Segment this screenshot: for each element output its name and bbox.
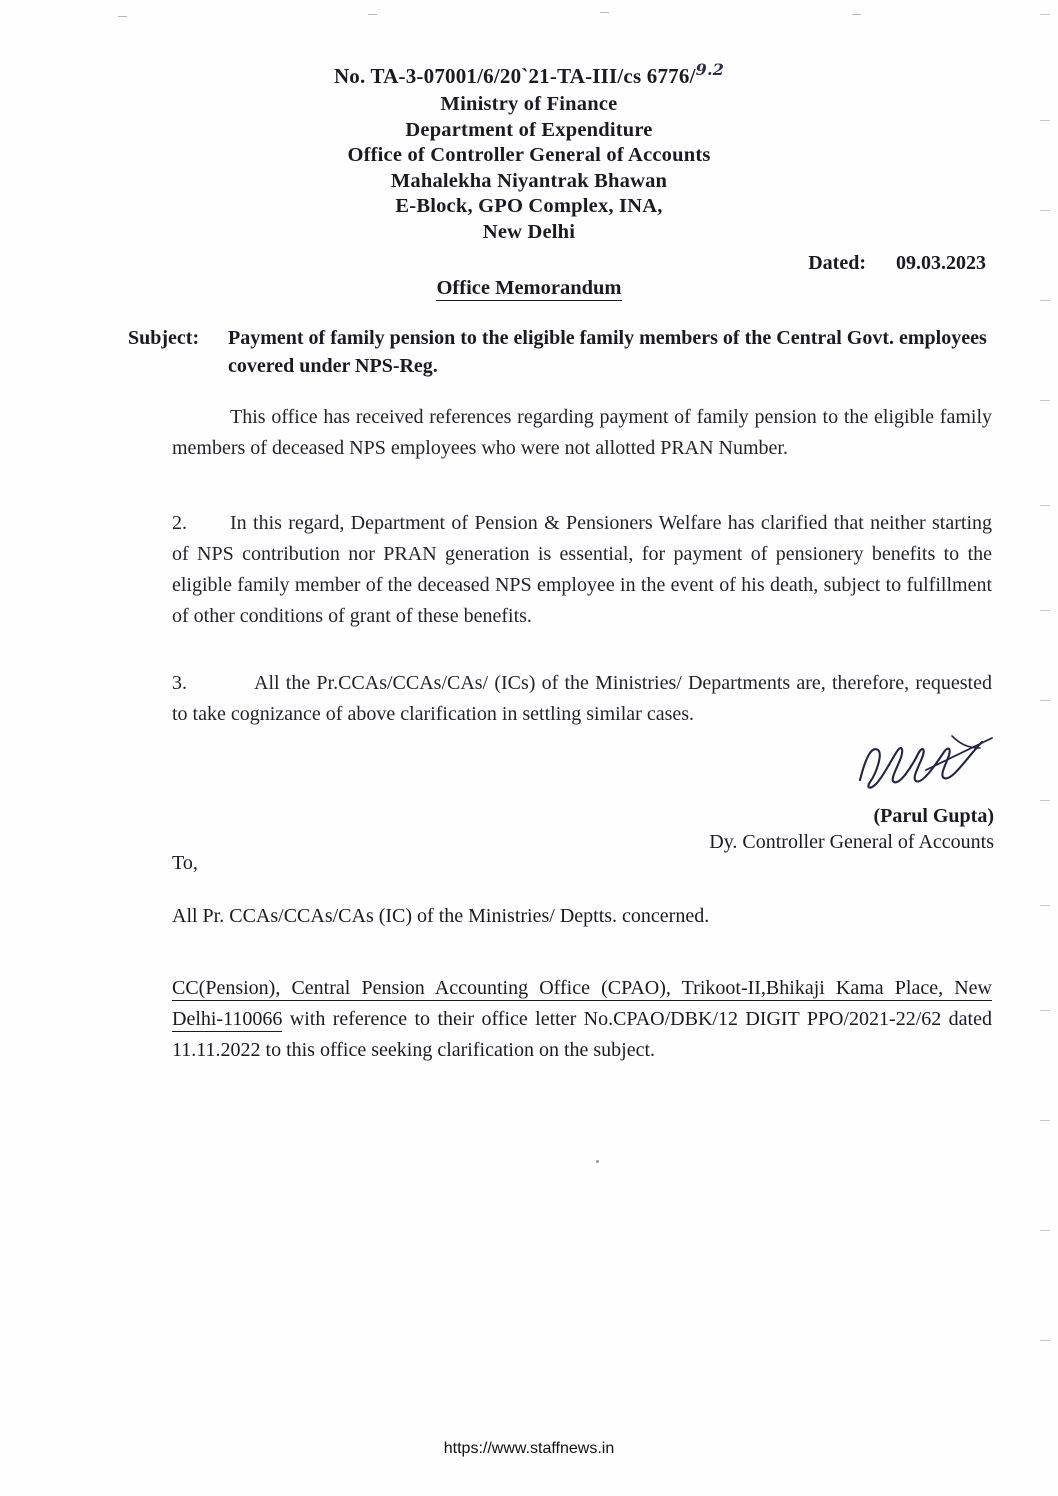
letterhead-line-6: New Delhi [482,220,576,243]
scan-artifact-dot [596,1160,599,1163]
dated-line [808,252,986,275]
paragraph-2-number: 2. [172,512,187,534]
reference-number-handwritten: 9.2 [695,60,725,79]
paragraph-2-text: In this regard, Department of Pension & Pensioners Welfare has clarified that neither starting of NPS contribution nor PRAN generation is essential, for payment of pensionery benefits to the eligible family member of the deceased NPS employee in the event of his death, subject to fulfillment of other conditions of grant of these benefits. [172,512,992,627]
reference-number-text: No. TA-3-07001/6/20`21-TA-III/cs 6776/ [333,64,696,88]
paragraph-3-text: All the Pr.CCAs/CCAs/CAs/ (ICs) of the Ministries/ Departments are, therefore, requested to take cognizance of above clarification in settling similar cases. [172,672,992,725]
letterhead-line-5: E-Block, GPO Complex, INA, [395,195,663,217]
signature-icon [856,730,996,798]
letterhead-line-1: Ministry of Finance [440,93,618,115]
letterhead-line-2: Department of Expenditure [405,118,653,141]
paragraph-1-text: This office has received references regarding payment of family pension to the eligible family members of deceased NPS employees who were not allotted PRAN Number. [172,406,992,459]
letterhead-line-3: Office of Controller General of Accounts [347,144,711,166]
paragraph-1 [172,402,992,464]
paragraph-3-number: 3. [172,672,187,694]
paragraph-2 [172,508,992,632]
subject-line [128,324,996,380]
reference-number [0,60,1058,89]
to-address: All Pr. CCAs/CCAs/CAs (IC) of the Ministries/ Deptts. concerned. [172,905,710,927]
page-title [0,277,1058,300]
letterhead [0,92,1058,245]
dated-label: Dated: [808,252,866,274]
signatory-name: (Parul Gupta) [873,805,994,827]
footer-url[interactable]: https://www.staffnews.in [443,1440,615,1457]
letterhead-line-4: Mahalekha Niyantrak Bhawan [390,169,668,192]
page-title-text: Office Memorandum [436,277,622,299]
subject-text: Payment of family pension to the eligible family members of the Central Govt. employees covered under NPS-Reg. [228,327,987,377]
to-label: To, [172,852,198,874]
cc-underlined-text: CC(Pension), Central Pension Accounting Office (CPAO), Trikoot-II,Bhikaji Kama Place, New Delhi-110066 [172,977,992,1030]
cc-rest-text: with reference to their office letter No.CPAO/DBK/12 DIGIT PPO/2021-22/62 dated 11.11.2022 to this office seeking clarification on the subject. [172,1008,992,1061]
dated-value: 09.03.2023 [896,252,986,274]
cc-block [172,973,992,1066]
paragraph-3 [172,668,992,730]
subject-label: Subject: [128,327,200,349]
signatory-designation: Dy. Controller General of Accounts [709,831,994,853]
